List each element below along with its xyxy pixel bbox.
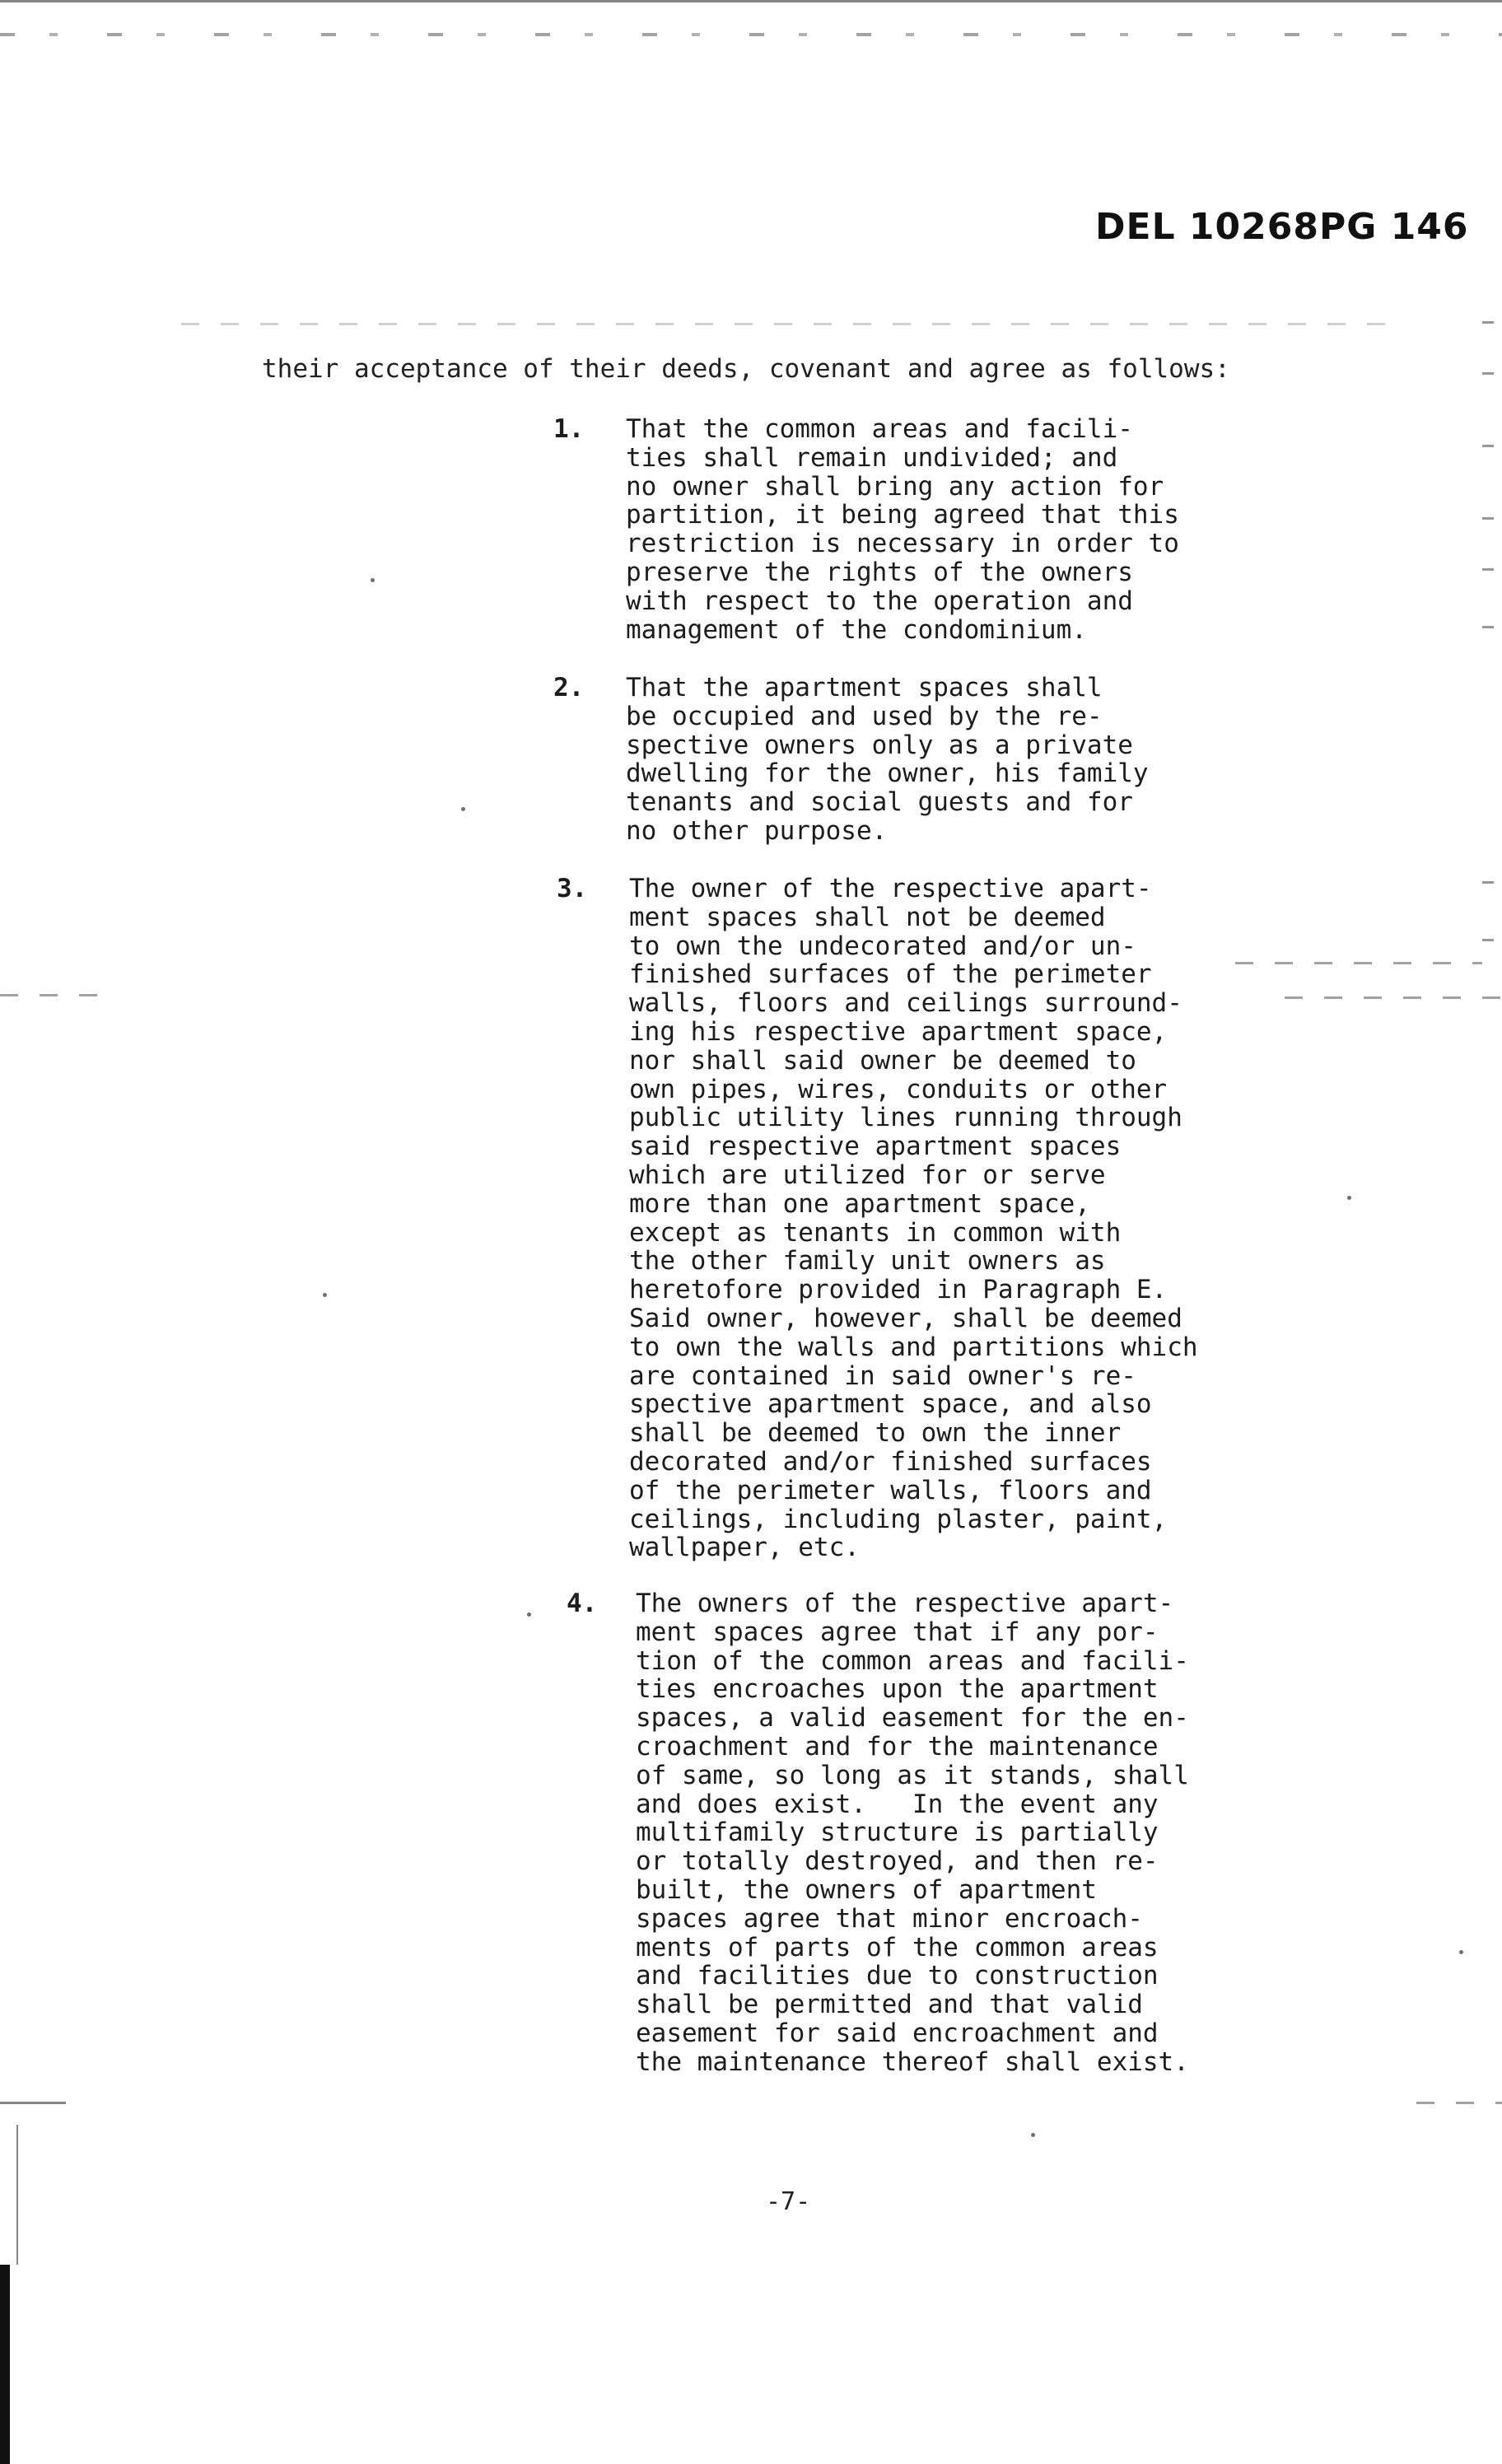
item-text-line: ment spaces shall not be deemed — [629, 902, 1106, 932]
item-text-line: ing his respective apartment space, — [629, 1016, 1168, 1047]
item-text-line: shall be permitted and that valid — [636, 1990, 1143, 2020]
item-text-line: or totally destroyed, and then re- — [636, 1846, 1159, 1877]
item-text-line: own pipes, wires, conduits or other — [629, 1074, 1168, 1104]
scan-dash-row-mid-right — [1235, 962, 1482, 964]
item-text-line: That the common areas and facili- — [626, 414, 1133, 444]
item-text-line: to own the undecorated and/or un- — [629, 931, 1136, 961]
item-text-line: dwelling for the owner, his family — [626, 758, 1149, 789]
item-text-line: are contained in said owner's re- — [629, 1360, 1136, 1391]
item-text-line: to own the walls and partitions which — [629, 1332, 1198, 1362]
item-text-line: the maintenance thereof shall exist. — [636, 2046, 1189, 2077]
item-text-line: heretofore provided in Paragraph E. — [629, 1275, 1168, 1305]
scan-dash-row-lower — [1416, 2102, 1502, 2104]
left-scan-mark — [16, 2125, 18, 2265]
scan-speck — [323, 1293, 327, 1297]
item-text-line: management of the condominium. — [626, 614, 1087, 645]
intro-sentence: their acceptance of their deeds, covenant and agree as follows: — [262, 354, 1230, 384]
page-number: -7- — [766, 2187, 811, 2216]
item-number: 4. — [567, 1589, 598, 1618]
scan-speck — [1459, 1950, 1463, 1954]
item-text-line: spaces agree that minor encroach- — [636, 1903, 1143, 1934]
item-text-line: easement for said encroachment and — [636, 2018, 1159, 2048]
scan-speck — [527, 1612, 531, 1617]
item-number: 3. — [557, 874, 588, 903]
item-text-line: spective apartment space, and also — [629, 1389, 1152, 1420]
item-text-line: public utility lines running through — [629, 1103, 1182, 1133]
scan-speck — [1347, 1196, 1351, 1200]
item-text-line: except as tenants in common with — [629, 1217, 1122, 1248]
item-text — [626, 415, 1179, 644]
scan-dash-row-mid-right-2 — [1285, 996, 1502, 999]
item-text-line: with respect to the operation and — [626, 586, 1133, 616]
item-text-line: The owner of the respective apart- — [629, 874, 1152, 903]
item-text-line: said respective apartment spaces — [629, 1132, 1122, 1162]
item-text-line: tenants and social guests and for — [626, 787, 1133, 818]
item-text-line: wallpaper, etc. — [629, 1533, 860, 1563]
item-text-line: ment spaces agree that if any por- — [636, 1617, 1159, 1647]
item-text — [629, 875, 1198, 1562]
item-text-line: the other family unit owners as — [629, 1246, 1106, 1276]
scan-dash-row-mid — [0, 994, 99, 996]
item-text-line: and does exist. In the event any — [636, 1789, 1159, 1819]
item-text-line: ties shall remain undivided; and — [626, 442, 1118, 473]
item-text-line: partition, it being agreed that this — [626, 500, 1179, 530]
item-text-line: restriction is necessary in order to — [626, 529, 1179, 559]
scan-speck — [461, 807, 465, 811]
top-scan-noise — [0, 33, 1502, 36]
item-text-line: nor shall said owner be deemed to — [629, 1045, 1136, 1076]
item-text-line: croachment and for the maintenance — [636, 1731, 1159, 1762]
item-number: 1. — [553, 414, 585, 444]
item-text-line: of same, so long as it stands, shall — [636, 1760, 1189, 1790]
item-text — [636, 1589, 1189, 2077]
item-text-line: which are utilized for or serve — [629, 1160, 1106, 1190]
scan-speck — [371, 578, 375, 582]
item-text-line: be occupied and used by the re- — [626, 701, 1103, 731]
left-scan-edge — [0, 2265, 10, 2464]
item-text — [626, 674, 1149, 846]
item-text-line: shall be deemed to own the inner — [629, 1418, 1122, 1449]
item-text-line: preserve the rights of the owners — [626, 557, 1133, 587]
item-number: 2. — [553, 673, 585, 702]
item-text-line: built, the owners of apartment — [636, 1874, 1097, 1905]
item-text-line: Said owner, however, shall be deemed — [629, 1303, 1182, 1333]
item-text-line: more than one apartment space, — [629, 1188, 1090, 1219]
item-text-line: finished surfaces of the perimeter — [629, 959, 1152, 990]
scan-speck — [1031, 2133, 1035, 2137]
item-text-line: tion of the common areas and facili- — [636, 1645, 1189, 1676]
item-text-line: multifamily structure is partially — [636, 1818, 1159, 1848]
item-text-line: no other purpose. — [626, 815, 888, 846]
item-text-line: spective owners only as a private — [626, 730, 1133, 760]
item-text-line: The owners of the respective apart- — [636, 1589, 1174, 1618]
scan-dash-row-upper — [181, 323, 1400, 325]
item-text-line: spaces, a valid easement for the en- — [636, 1703, 1189, 1734]
item-text-line: That the apartment spaces shall — [626, 673, 1103, 702]
item-text-line: ties encroaches upon the apartment — [636, 1674, 1159, 1705]
item-text-line: walls, floors and ceilings surround- — [629, 988, 1182, 1019]
scan-line-lower-left — [0, 2102, 66, 2104]
item-text-line: no owner shall bring any action for — [626, 471, 1164, 502]
item-text-line: of the perimeter walls, floors and — [629, 1475, 1152, 1505]
item-text-line: and facilities due to construction — [636, 1961, 1159, 1991]
item-text-line: decorated and/or finished surfaces — [629, 1446, 1152, 1477]
item-text-line: ceilings, including plaster, paint, — [629, 1504, 1168, 1534]
item-text-line: ments of parts of the common areas — [636, 1932, 1159, 1962]
book-page-reference: DEL 10268PG 146 — [1095, 206, 1469, 248]
top-scan-border — [0, 0, 1502, 2]
